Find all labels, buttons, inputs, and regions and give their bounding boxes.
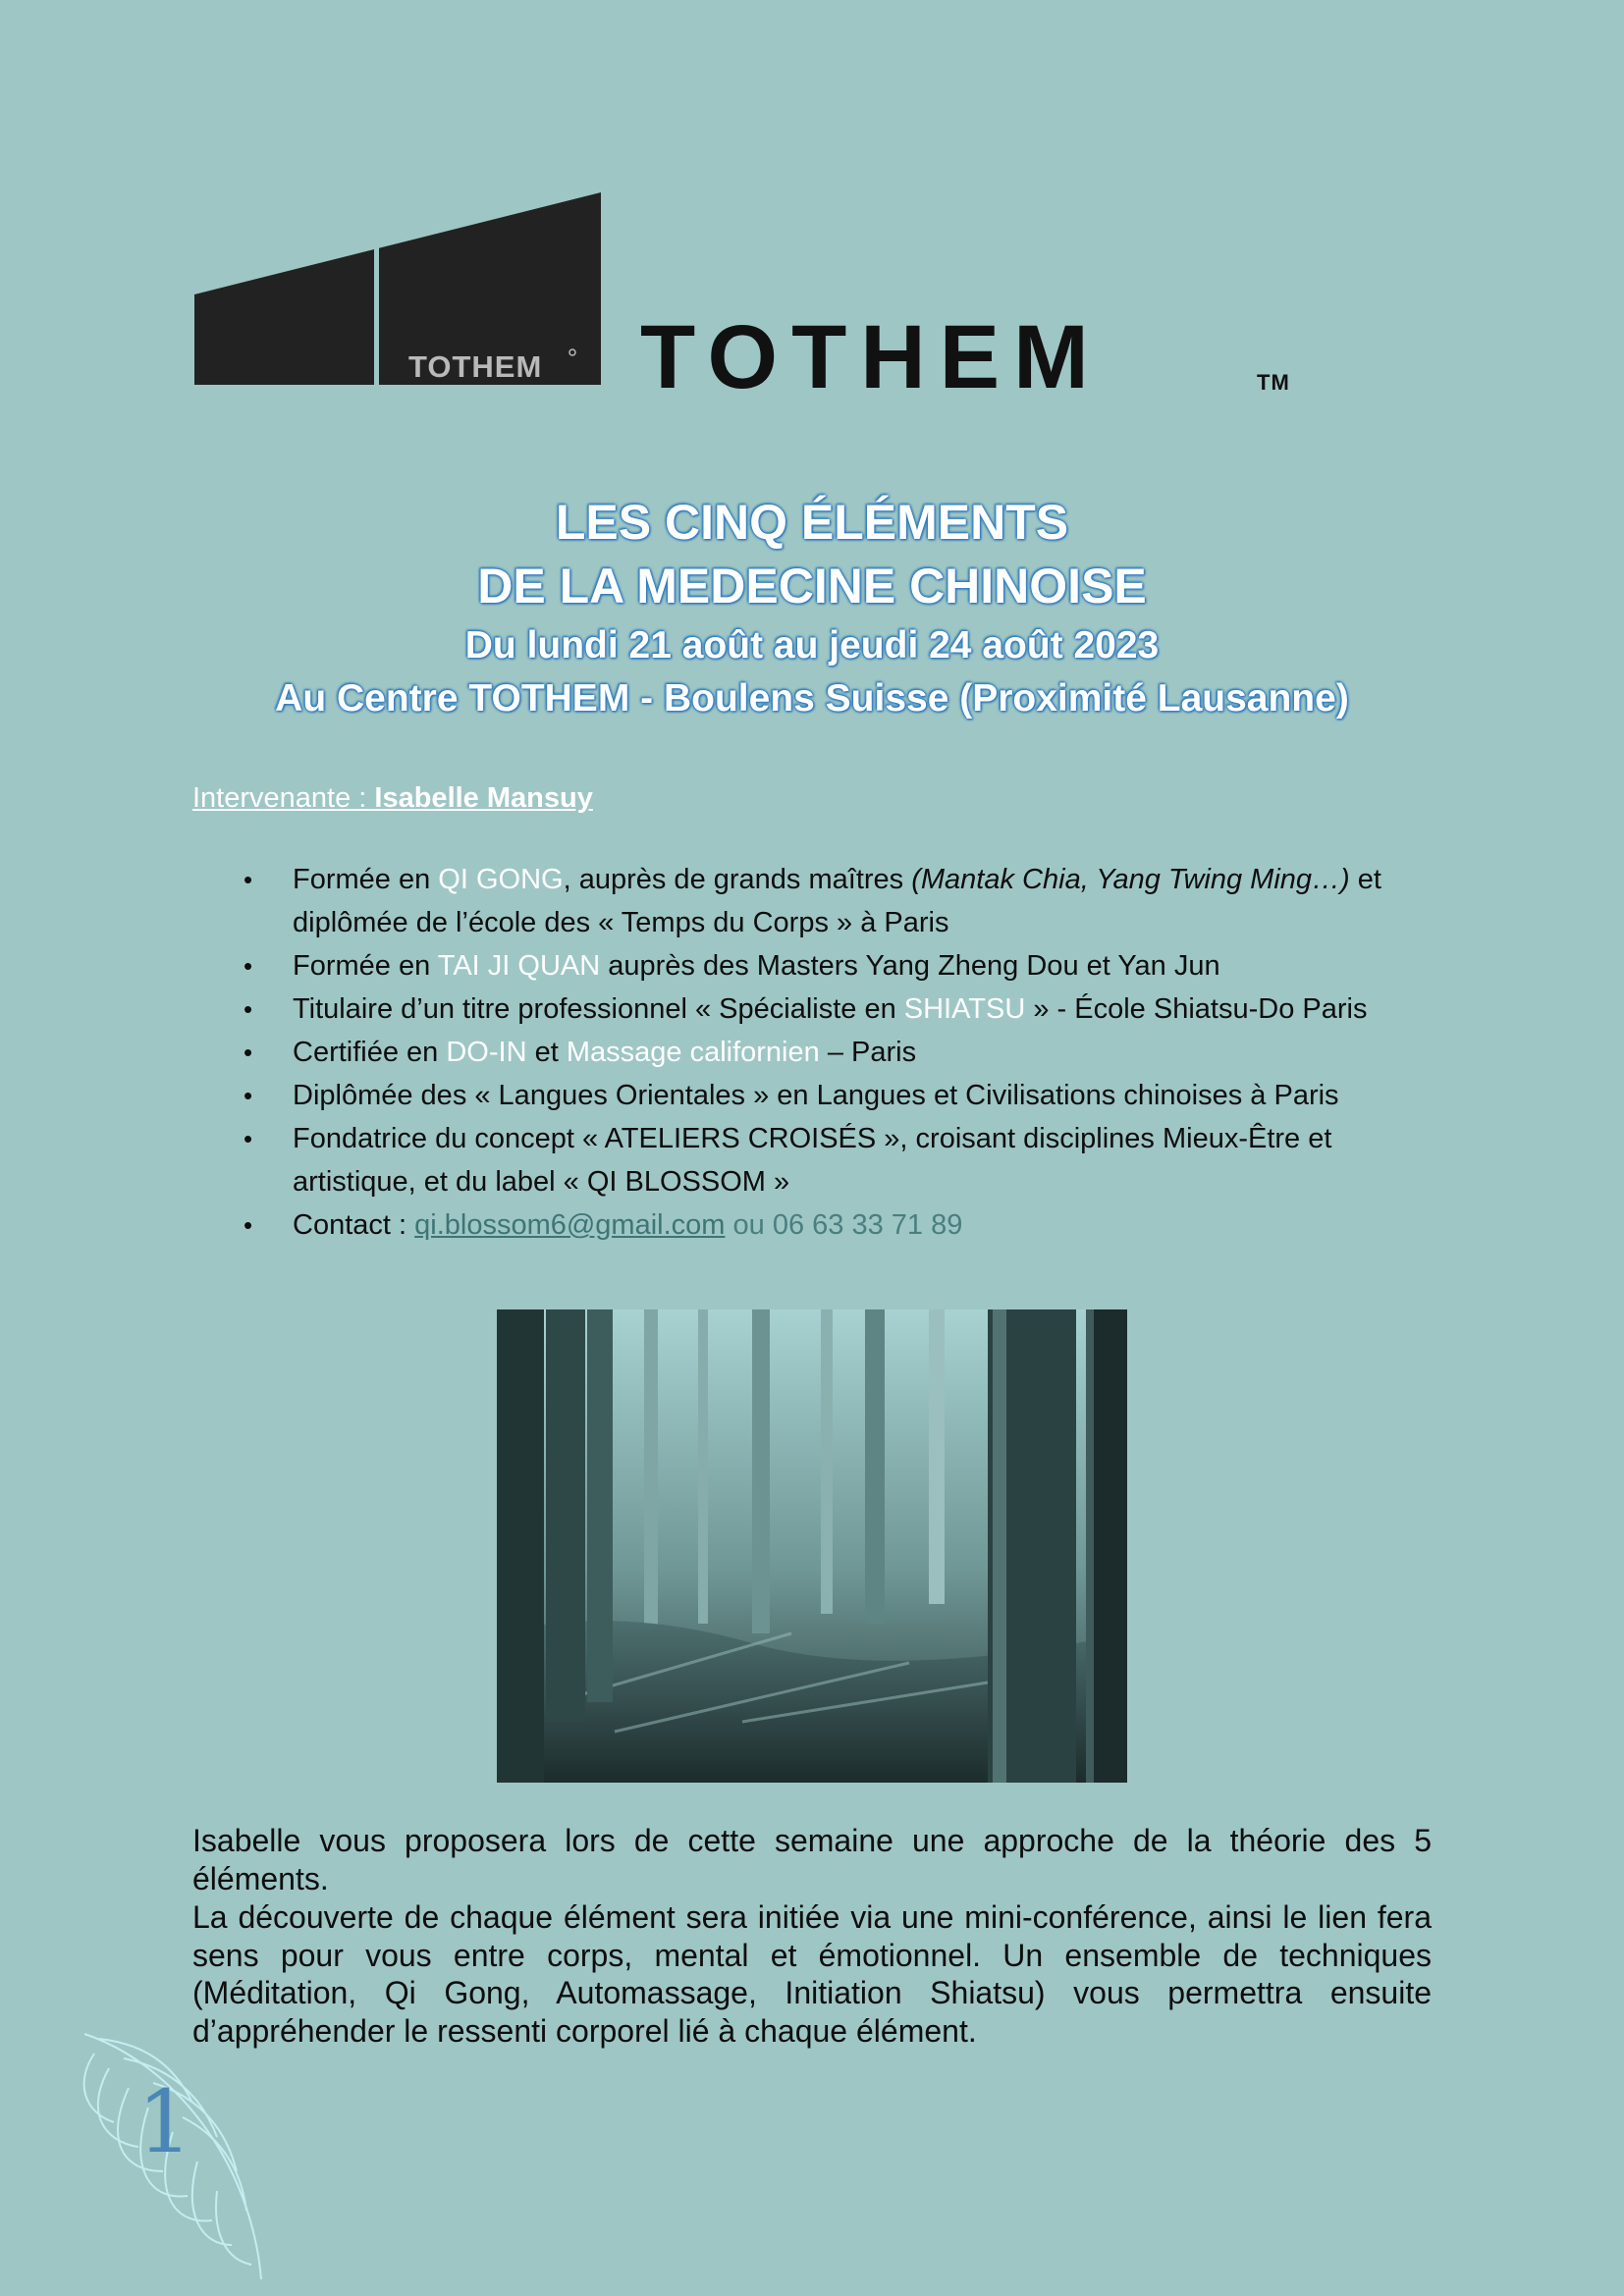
masters-names: (Mantak Chia, Yang Twing Ming…) — [911, 864, 1350, 895]
contact-label: Contact : — [293, 1209, 415, 1241]
logo-emblem-text: TOTHEM — [408, 349, 543, 384]
bio-text: Certifiée en — [293, 1037, 447, 1068]
bio-text: Formée en — [293, 950, 438, 982]
bio-item-shiatsu — [244, 988, 1451, 1031]
event-location: Au Centre TOTHEM - Boulens Suisse (Proximité Lausanne) — [275, 677, 1349, 720]
forest-photo — [497, 1309, 1127, 1783]
bio-item-contact — [244, 1203, 1451, 1247]
bio-text: Titulaire d’un titre professionnel « Spécialiste en — [293, 993, 904, 1025]
tothem-wordmark: TOTHEM — [640, 307, 1103, 407]
tothem-logo-emblem — [194, 192, 601, 385]
speaker-label: Intervenante : — [192, 782, 375, 814]
event-title-line-1: LES CINQ ÉLÉMENTS — [555, 495, 1069, 550]
bio-item-doin — [244, 1031, 1451, 1074]
bio-text: ou — [725, 1209, 773, 1241]
speaker-bio-list — [244, 858, 1451, 1247]
bio-text: , auprès de grands maîtres — [563, 864, 912, 895]
event-title-line-2: DE LA MEDECINE CHINOISE — [477, 559, 1147, 614]
contact-phone: 06 63 33 71 89 — [772, 1209, 963, 1241]
bio-item-qigong — [244, 858, 1451, 944]
highlight-massage: Massage californien — [566, 1037, 820, 1068]
intro-paragraph: Isabelle vous proposera lors de cette semaine une approche de la théorie des 5 éléments. — [192, 1823, 1432, 1896]
speaker-name: Isabelle Mansuy — [374, 782, 593, 814]
event-dates: Du lundi 21 août au jeudi 24 août 2023 — [464, 624, 1160, 667]
highlight-shiatsu: SHIATSU — [903, 993, 1026, 1025]
highlight-doin: DO-IN — [446, 1037, 527, 1068]
bio-item-ateliers: • Fondatrice du concept « ATELIERS CROISÉS », croisant disciplines Mieux-Être et artistique, et du label « QI BLOSSOM » — [244, 1117, 1451, 1203]
bio-text: » - École Shiatsu-Do Paris — [1025, 993, 1368, 1025]
page-number: 1 — [137, 2071, 192, 2172]
bio-text: et — [526, 1037, 567, 1068]
description-paragraph: La découverte de chaque élément sera initiée via une mini-conférence, ainsi le lien fera sens pour vous entre corps, mental et émotionnel. Un ensemble de techniques (Méditation, Qi Gong, Automassage, Initiation Shiatsu) vous permettra ensuite d’appréhender le ressenti corporel lié à chaque élément. — [192, 1899, 1432, 2049]
bio-text: Formée en — [293, 864, 439, 895]
bio-item-taijiquan — [244, 944, 1451, 988]
contact-email-link[interactable]: qi.blossom6@gmail.com — [414, 1209, 726, 1241]
highlight-taijiquan: TAI JI QUAN — [437, 950, 601, 982]
highlight-qigong: QI GONG — [438, 864, 564, 895]
trademark-symbol: TM — [1257, 370, 1290, 395]
bio-text: auprès des Masters Yang Zheng Dou et Yan Jun — [600, 950, 1220, 982]
bio-text: et diplômée de l’école des « Temps du Corps » à Paris — [293, 864, 1381, 938]
speaker-line — [192, 782, 593, 815]
bio-item-languages: • Diplômée des « Langues Orientales » en Langues et Civilisations chinoises à Paris — [244, 1074, 1451, 1117]
bio-text: – Paris — [819, 1037, 917, 1068]
